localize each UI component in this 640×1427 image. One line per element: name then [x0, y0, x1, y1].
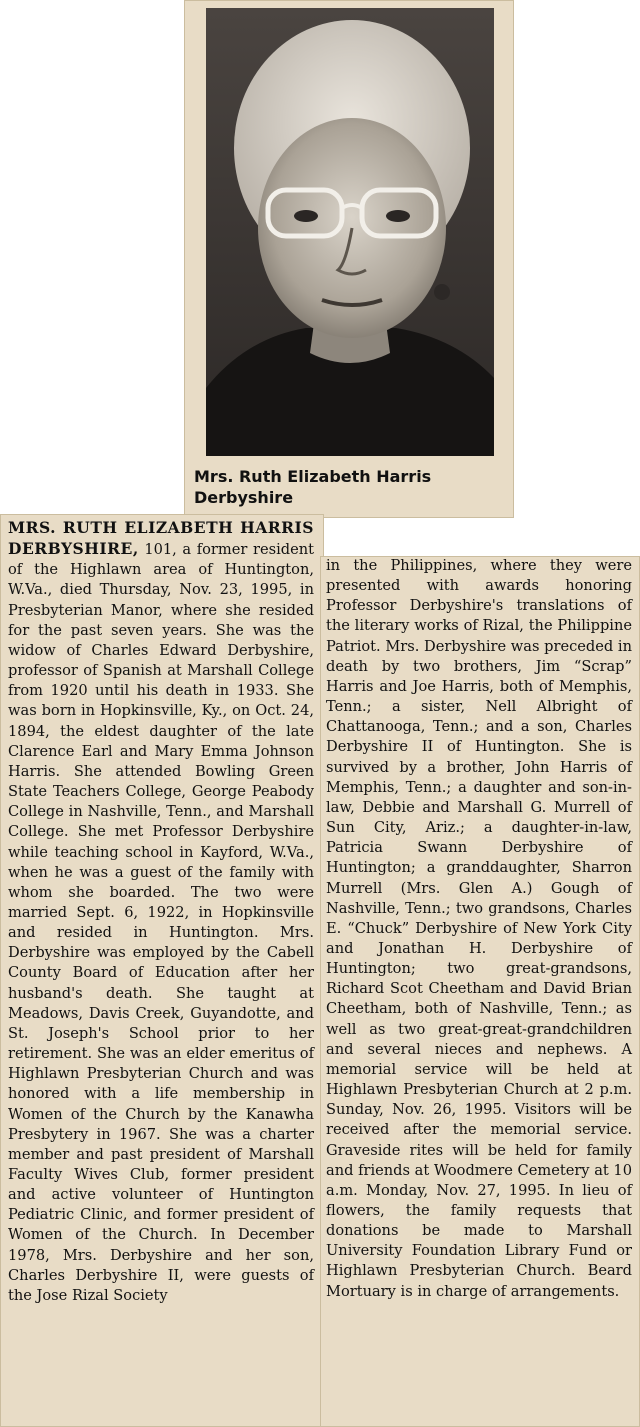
photo-caption — [194, 466, 494, 508]
photo-clipping — [184, 0, 514, 518]
article-column-2 — [326, 556, 632, 1302]
caption-line-2: Derbyshire — [194, 488, 294, 507]
portrait-image — [206, 8, 494, 456]
column-1-text: 101, a former resident of the Highlawn area of Huntington, W.Va., died Thursday, Nov. 23, 1995, in Presbyterian Manor, where she resided for the past seven years. She was the widow of Charles Edward Derbyshire, professor of Spanish at Marshall College from 1920 until his death in 1933. She was born in Hopkinsville, Ky., on Oct. 24, 1894, the eldest daughter of the late Clarence Earl and Mary Emma Johnson Harris. She attended Bowling Green State Teachers College, George Peabody College in Nashville, Tenn., and Marshall College. She met Professor Derbyshire while teaching school in Kayford, W.Va., when he was a guest of the family with whom she boarded. The two were married Sept. 6, 1922, in Hopkinsville and resided in Huntington. Mrs. Derbyshire was employed by the Cabell County Board of Education after her husband's death. She taught at Meadows, Davis Creek, Guyandotte, and St. Joseph's School prior to her retirement. She was an elder emeritus of Highlawn Presbyterian Church and was honored with a life membership in Women of the Church by the Kanawha Presbytery in 1967. She was a charter member and past president of Marshall Faculty Wives Club, former president and active volunteer of Huntington Pediatric Clinic, and former president of Women of the Church. In December 1978, Mrs. Derbyshire and her son, Charles Derbyshire II, were guests of the Jose Rizal Society — [8, 541, 314, 1304]
article-column-2-clipping — [320, 556, 640, 1427]
caption-line-1: Mrs. Ruth Elizabeth Harris — [194, 467, 432, 486]
portrait-photo — [206, 8, 494, 456]
decedent-name: MRS. RUTH ELIZABETH HARRIS DERBYSHIRE, — [8, 518, 314, 559]
article-column-1 — [8, 518, 314, 1306]
column-2-text: in the Philippines, where they were presented with awards honoring Professor Derbyshire's translations of the literary works of Rizal, the Philippine Patriot. Mrs. Derbyshire was preceded in death by two brothers, Jim “Scrap” Harris and Joe Harris, both of Memphis, Tenn.; a sister, Nell Albright of Chattanooga, Tenn.; and a son, Charles Derbyshire II of Huntington. She is survived by a brother, John Harris of Memphis, Tenn.; a daughter and son-in-law, Debbie and Marshall G. Murrell of Sun City, Ariz.; a daughter-in-law, Patricia Swann Derbyshire of Huntington; a granddaughter, Sharron Murrell (Mrs. Glen A.) Gough of Nashville, Tenn.; two grandsons, Charles E. “Chuck” Derbyshire of New York City and Jonathan H. Derbyshire of Huntington; two great-grandsons, Richard Scot Cheetham and David Brian Cheetham, both of Nashville, Tenn.; as well as two great-great-grandchildren and several nieces and nephews. A memorial service will be held at Highlawn Presbyterian Church at 2 p.m. Sunday, Nov. 26, 1995. Visitors will be received after the memorial service. Graveside rites will be held for family and friends at Woodmere Cemetery at 10 a.m. Monday, Nov. 27, 1995. In lieu of flowers, the family requests that donations be made to Marshall University Foundation Library Fund or Highlawn Presbyterian Church. Beard Mortuary is in charge of arrangements. — [326, 557, 632, 1300]
article-column-1-clipping — [0, 514, 324, 1427]
